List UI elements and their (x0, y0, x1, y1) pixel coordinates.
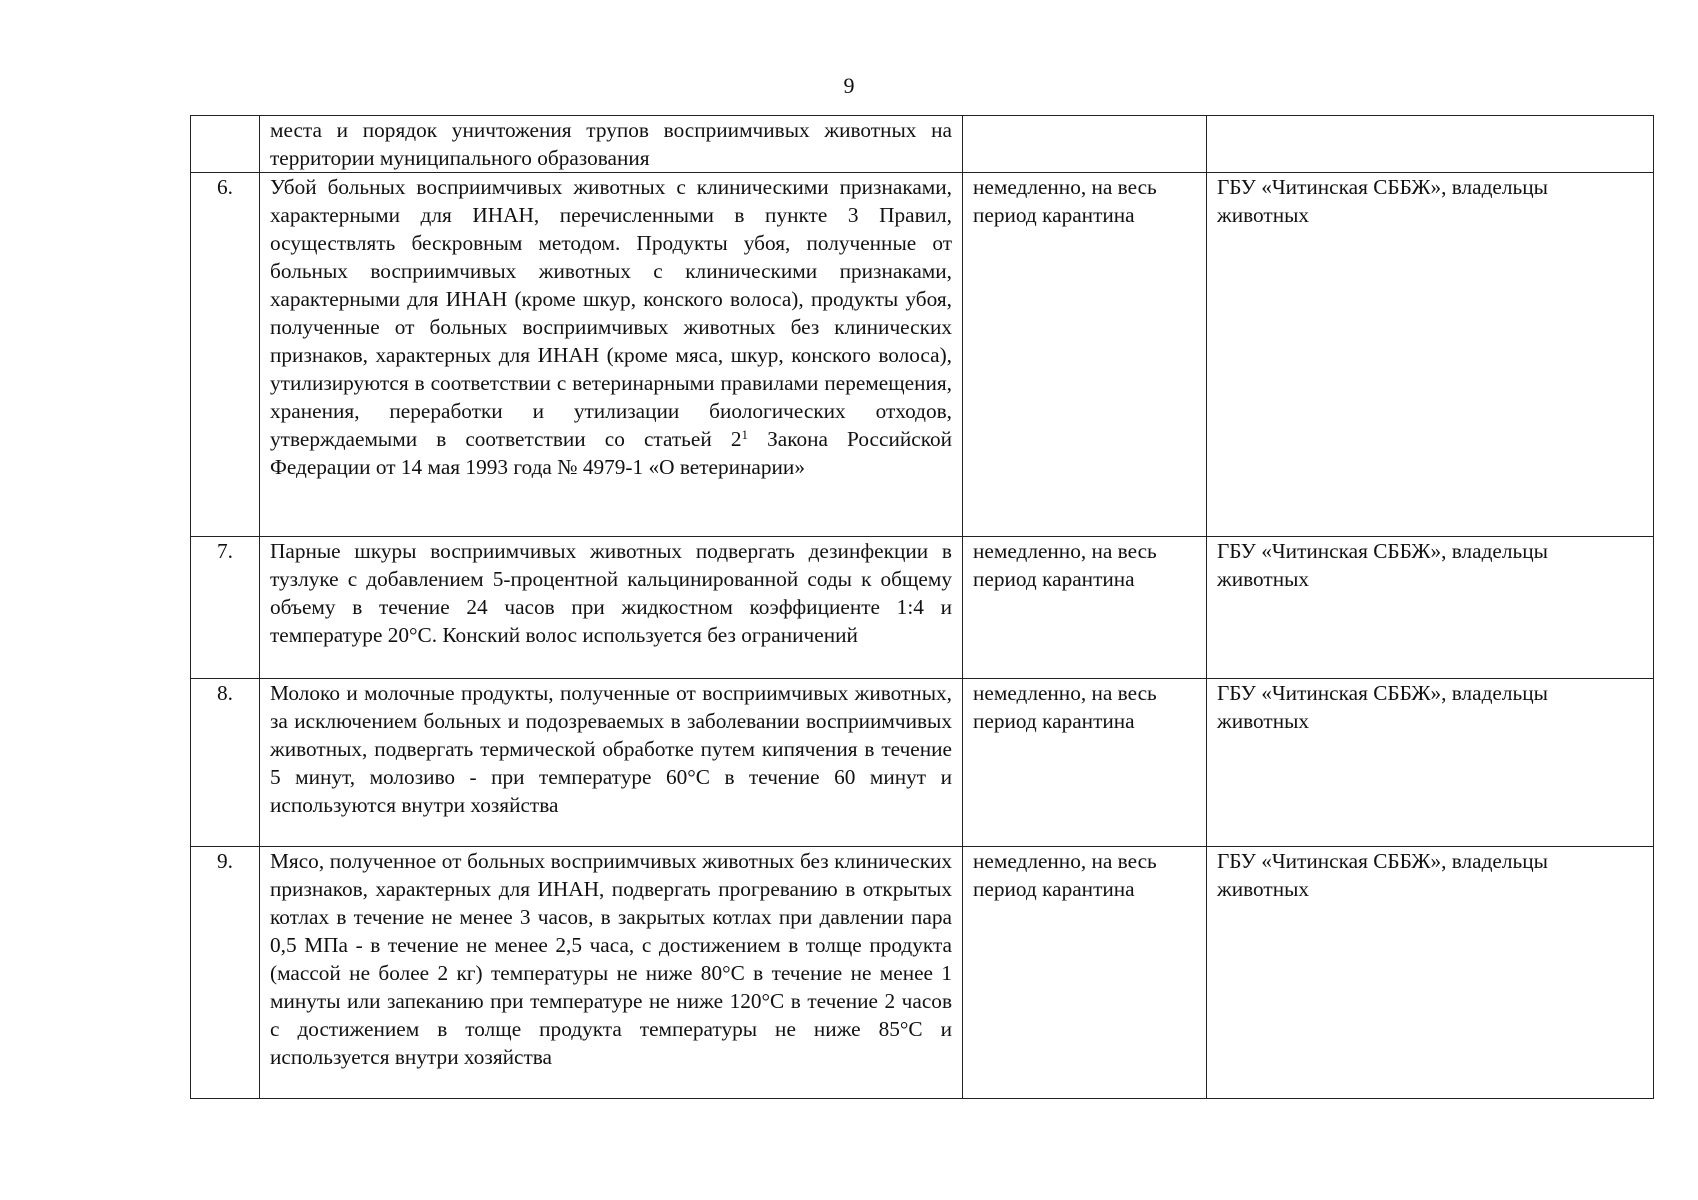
deadline-cell: немедленно, на весь период карантина (963, 679, 1207, 847)
measure-text: места и порядок уничтожения трупов восприимчивых животных на территории муниципального образования (260, 116, 963, 173)
table-row (191, 537, 1654, 679)
responsible-cell: ГБУ «Читинская СББЖ», владельцы животных (1207, 679, 1654, 847)
responsible-cell (1207, 116, 1654, 173)
deadline-cell: немедленно, на весь период карантина (963, 173, 1207, 537)
row-number: 8. (191, 679, 260, 847)
table-row (191, 679, 1654, 847)
deadline-cell (963, 116, 1207, 173)
measure-text: Парные шкуры восприимчивых животных подвергать дезинфекции в тузлуке с добавлением 5-процентной кальцинированной соды к общему объему в течение 24 часов при жидкостном коэффициенте 1:4 и температуре 20°С. Конский волос используется без ограничений (260, 537, 963, 679)
table-row (191, 847, 1654, 1099)
superscript: 1 (741, 427, 748, 442)
row-number (191, 116, 260, 173)
measures-table (190, 115, 1654, 1099)
measure-text (260, 173, 963, 537)
measure-text: Молоко и молочные продукты, полученные от восприимчивых животных, за исключением больных и подозреваемых в заболевании восприимчивых животных, подвергать термической обработке путем кипячения в течение 5 минут, молозиво - при температуре 60°С в течение 60 минут и используются внутри хозяйства (260, 679, 963, 847)
deadline-cell: немедленно, на весь период карантина (963, 537, 1207, 679)
row-number: 6. (191, 173, 260, 537)
table-row (191, 116, 1654, 173)
measure-text: Мясо, полученное от больных восприимчивых животных без клинических признаков, характерных для ИНАН, подвергать прогреванию в открытых котлах в течение не менее 3 часов, в закрытых котлах при давлении пара 0,5 МПа - в течение не менее 2,5 часа, с достижением в толще продукта (массой не более 2 кг) температуры не ниже 80°С в течение не менее 1 минуты или запеканию при температуре не ниже 120°С в течение 2 часов с достижением в толще продукта температуры не ниже 85°С и используется внутри хозяйства (260, 847, 963, 1099)
responsible-cell: ГБУ «Читинская СББЖ», владельцы животных (1207, 173, 1654, 537)
responsible-cell: ГБУ «Читинская СББЖ», владельцы животных (1207, 537, 1654, 679)
responsible-cell: ГБУ «Читинская СББЖ», владельцы животных (1207, 847, 1654, 1099)
measure-text-main: Убой больных восприимчивых животных с клиническими признаками, характерными для ИНАН, перечисленными в пункте 3 Правил, осуществлять бескровным методом. Продукты убоя, полученные от больных восприимчивых животных с клиническими признаками, характерными для ИНАН (кроме шкур, конского волоса), продукты убоя, полученные от больных восприимчивых животных без клинических признаков, характерных для ИНАН (кроме мяса, шкур, конского волоса), утилизируются в соответствии с ветеринарными правилами перемещения, хранения, переработки и утилизации биологических отходов, утверждаемыми в соответствии со статьей 2 (270, 175, 952, 451)
table-row (191, 173, 1654, 537)
deadline-cell: немедленно, на весь период карантина (963, 847, 1207, 1099)
row-number: 7. (191, 537, 260, 679)
row-number: 9. (191, 847, 260, 1099)
measure-text-tail: Закона Российской Федерации от 14 мая 1993 года № 4979-1 «О ветеринарии» (270, 427, 953, 479)
page-number: 9 (843, 73, 855, 98)
